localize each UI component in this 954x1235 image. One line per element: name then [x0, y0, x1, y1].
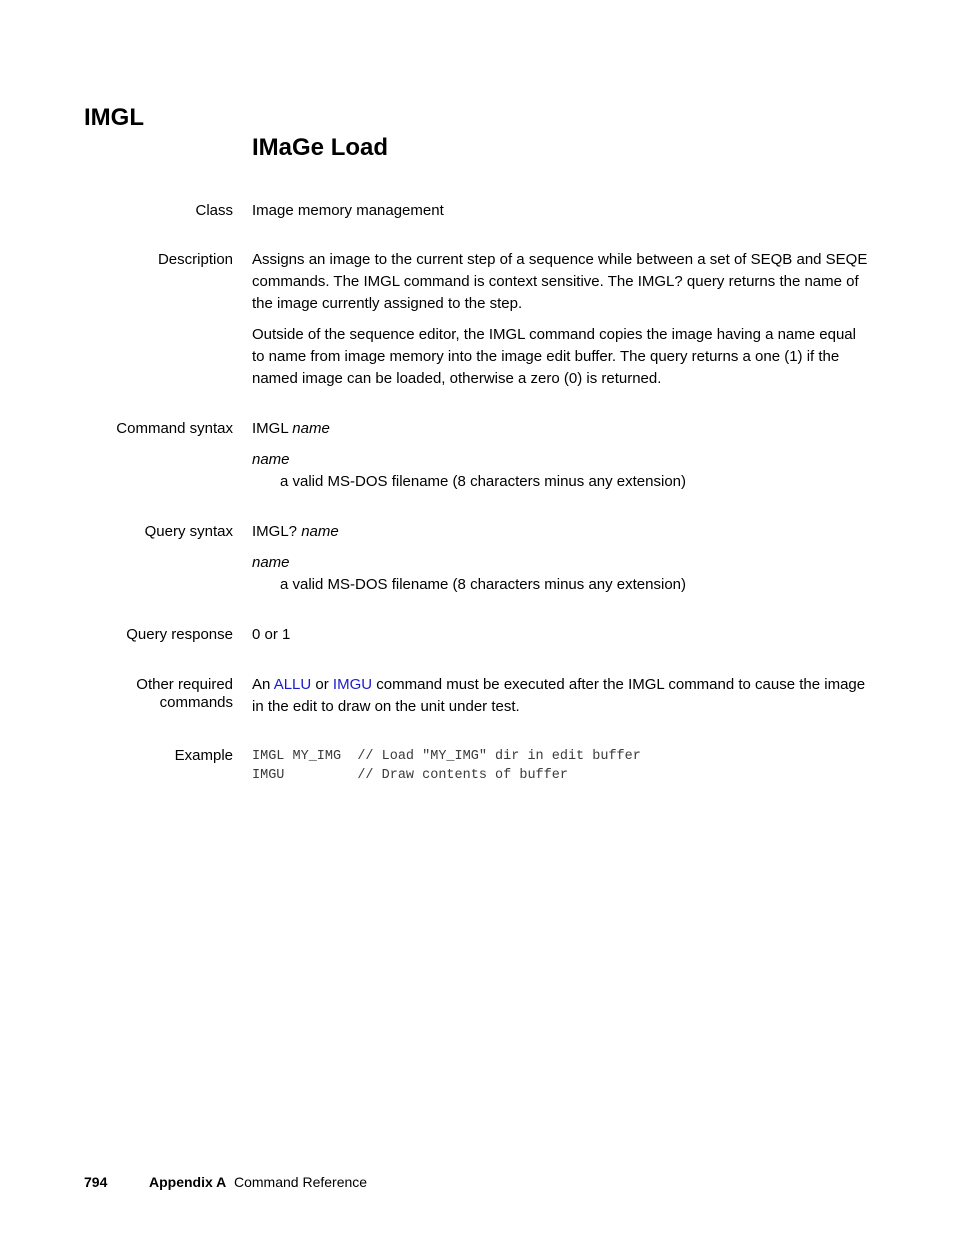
command-keyword: IMGL [252, 420, 289, 437]
query-param: name [301, 523, 339, 540]
command-title-heading: IMaGe Load [252, 134, 389, 161]
command-param-name: name [252, 451, 290, 468]
other-required-middle: or [315, 676, 329, 693]
other-required-text [252, 674, 872, 718]
allu-link[interactable]: ALLU [273, 676, 312, 693]
query-syntax-body [252, 521, 872, 596]
other-required-suffix: command must be executed after the IMGL command to cause the image in the edit to draw on the unit under test. [252, 676, 866, 715]
description-label: Description [157, 251, 233, 268]
command-syntax-body [252, 418, 872, 493]
query-syntax-label: Query syntax [144, 523, 233, 540]
page-number: 794 [84, 1174, 108, 1190]
description-body [252, 249, 872, 390]
command-param-description: a valid MS-DOS filename (8 characters minus any extension) [280, 473, 686, 490]
other-required-label-line-2: commands [159, 694, 233, 711]
other-required-label [33, 676, 233, 712]
command-name-heading: IMGL [84, 104, 144, 131]
other-required-body [252, 674, 872, 718]
class-text: Image memory management [252, 202, 444, 219]
example-label: Example [174, 747, 233, 764]
example-code-line-1: IMGL MY_IMG // Load "MY_IMG" dir in edit buffer [252, 749, 641, 764]
query-syntax-line [252, 521, 872, 543]
query-response-body [252, 624, 872, 646]
query-keyword: IMGL? [252, 523, 298, 540]
class-value [252, 200, 872, 222]
footer-appendix: Appendix A [149, 1174, 227, 1190]
example-body [252, 747, 872, 785]
imgu-link[interactable]: IMGU [332, 676, 373, 693]
footer-section-title: Command Reference [234, 1174, 368, 1190]
command-syntax-line [252, 418, 872, 440]
query-param-name: name [252, 554, 290, 571]
query-param-description: a valid MS-DOS filename (8 characters minus any extension) [280, 576, 686, 593]
description-paragraph-1: Assigns an image to the current step of a sequence while between a set of SEQB and SEQE commands. The IMGL command is context sensitive. The IMGL? query returns the name of the image currently assigned to the step. [252, 251, 868, 312]
query-response-label: Query response [126, 626, 233, 643]
other-required-label-line-1: Other required [136, 676, 233, 693]
example-code-line-2: IMGU // Draw contents of buffer [252, 768, 568, 783]
class-label: Class [195, 202, 233, 219]
other-required-prefix: An [252, 676, 271, 693]
description-paragraph-2: Outside of the sequence editor, the IMGL command copies the image having a name equal to name from image memory into the image edit buffer. The query returns a one (1) if the named image can be loaded, otherwise a zero (0) is returned. [252, 326, 856, 387]
query-response-text: 0 or 1 [252, 626, 291, 643]
command-syntax-label: Command syntax [116, 420, 233, 437]
command-param: name [292, 420, 330, 437]
